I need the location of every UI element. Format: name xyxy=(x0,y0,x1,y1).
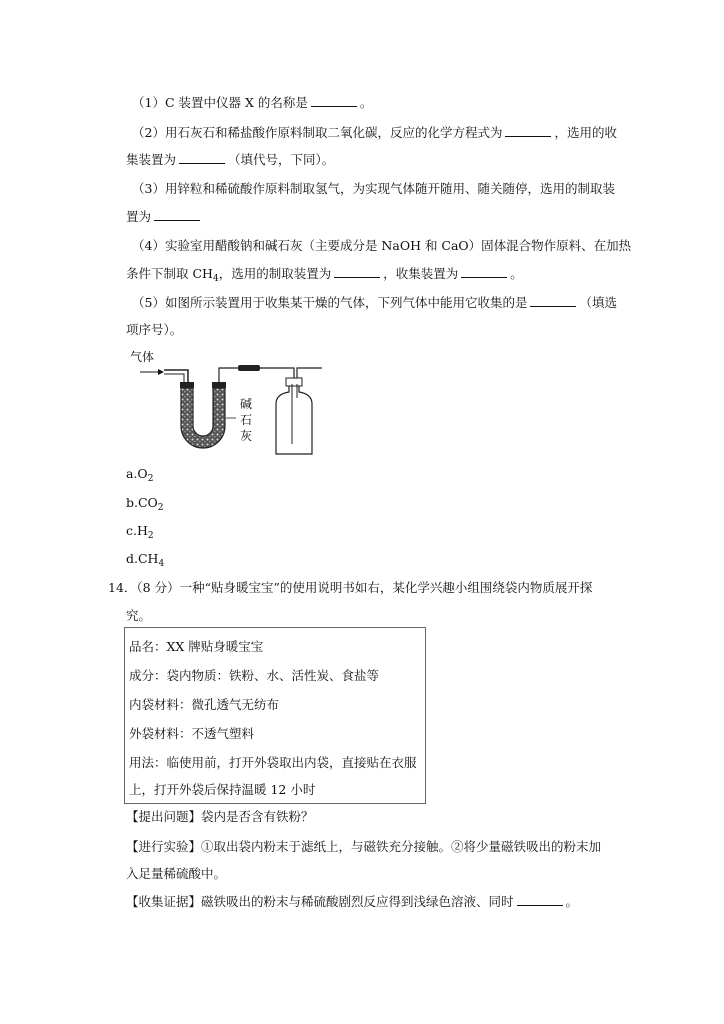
soda-lime-label-2: 石 xyxy=(240,413,253,427)
q14-stem-line2: 究。 xyxy=(126,608,152,623)
q13-part4-line1: （4）实验室用醋酸钠和碱石灰（主要成分是 NaOH 和 CaO）固体混合物作原料、在加热 xyxy=(132,238,632,253)
q14-question: 【提出问题】袋内是否含有铁粉？ xyxy=(126,809,314,824)
answer-blank[interactable] xyxy=(505,125,551,137)
box-line-inner-bag: 内袋材料：微孔透气无纺布 xyxy=(129,697,280,712)
connector-tube xyxy=(219,368,238,382)
outlet-tube xyxy=(297,368,322,378)
box-line-usage-2: 上，打开外袋后保持温暖 12 小时 xyxy=(129,782,316,797)
q13-part3-line1: （3）用锌粒和稀硫酸作原料制取氢气，为实现气体随开随用、随关随停，选用的制取装 xyxy=(132,181,615,196)
q13-part4-line2: 条件下制取 $CH_4$，选用的制取装置为 ，收集装置为 。 xyxy=(126,266,523,284)
option-d[interactable]: $d.CH_4$ xyxy=(126,551,165,569)
q13-part1: （1）C 装置中仪器 X 的名称是 。 xyxy=(132,95,373,110)
gas-label: 气体 xyxy=(130,350,155,364)
right-stopper xyxy=(212,382,226,388)
instruction-box xyxy=(124,627,426,804)
bottle-stopper xyxy=(286,378,302,386)
option-b[interactable]: $b.CO_2$ xyxy=(126,495,164,513)
answer-blank[interactable] xyxy=(517,894,563,906)
u-tube-and-bottle-diagram xyxy=(126,348,326,458)
answer-blank[interactable] xyxy=(461,266,507,278)
q13-part5-line2: 项序号）。 xyxy=(126,322,183,337)
q14-stem-line1: 14．（8 分）一种“贴身暖宝宝”的使用说明书如右，某化学兴趣小组围绕袋内物质展开探 xyxy=(108,580,593,595)
answer-blank[interactable] xyxy=(334,266,380,278)
q13-part2-line1: （2）用石灰石和稀盐酸作原料制取二氧化碳，反应的化学方程式为 ，选用的收 xyxy=(132,125,617,140)
option-c[interactable]: $c.H_2$ xyxy=(126,523,154,541)
gas-flow-arrow-head xyxy=(158,369,164,375)
gas-bottle xyxy=(276,386,312,454)
q14-evidence: 【收集证据】磁铁吸出的粉末与稀硫酸剧烈反应得到浅绿色溶液、同时 。 xyxy=(126,894,579,909)
rubber-joint xyxy=(238,365,260,371)
q13-part3-line2: 置为 xyxy=(126,209,203,225)
soda-lime-label-3: 灰 xyxy=(240,429,253,443)
answer-blank[interactable] xyxy=(179,152,225,164)
box-line-usage-1: 用法：临使用前，打开外袋取出内袋，直接贴在衣服 xyxy=(129,755,417,770)
q13-part5-line1: （5）如图所示装置用于收集某干燥的气体，下列气体中能用它收集的是 （填选 xyxy=(132,295,617,310)
answer-blank[interactable] xyxy=(530,295,576,307)
u-tube-soda-lime xyxy=(181,388,225,448)
q13-part2-line2: 集装置为 （填代号，下同）。 xyxy=(126,152,335,167)
left-stopper xyxy=(180,382,194,388)
q14-experiment-line2: 入足量稀硫酸中。 xyxy=(126,866,227,881)
box-line-outer-bag: 外袋材料：不透气塑料 xyxy=(129,726,255,741)
box-line-product-name: 品名：XX 牌贴身暖宝宝 xyxy=(129,639,264,654)
answer-blank[interactable] xyxy=(154,209,200,221)
soda-lime-label-1: 碱 xyxy=(240,397,253,411)
option-a[interactable]: $a.O_2$ xyxy=(126,466,154,484)
q14-experiment-line1: 【进行实验】①取出袋内粉末于滤纸上，与磁铁充分接触。②将少量磁铁吸出的粉末加 xyxy=(126,839,602,854)
box-line-ingredients: 成分：袋内物质：铁粉、水、活性炭、食盐等 xyxy=(129,668,380,683)
answer-blank[interactable] xyxy=(311,95,357,107)
apparatus-figure xyxy=(126,348,326,458)
